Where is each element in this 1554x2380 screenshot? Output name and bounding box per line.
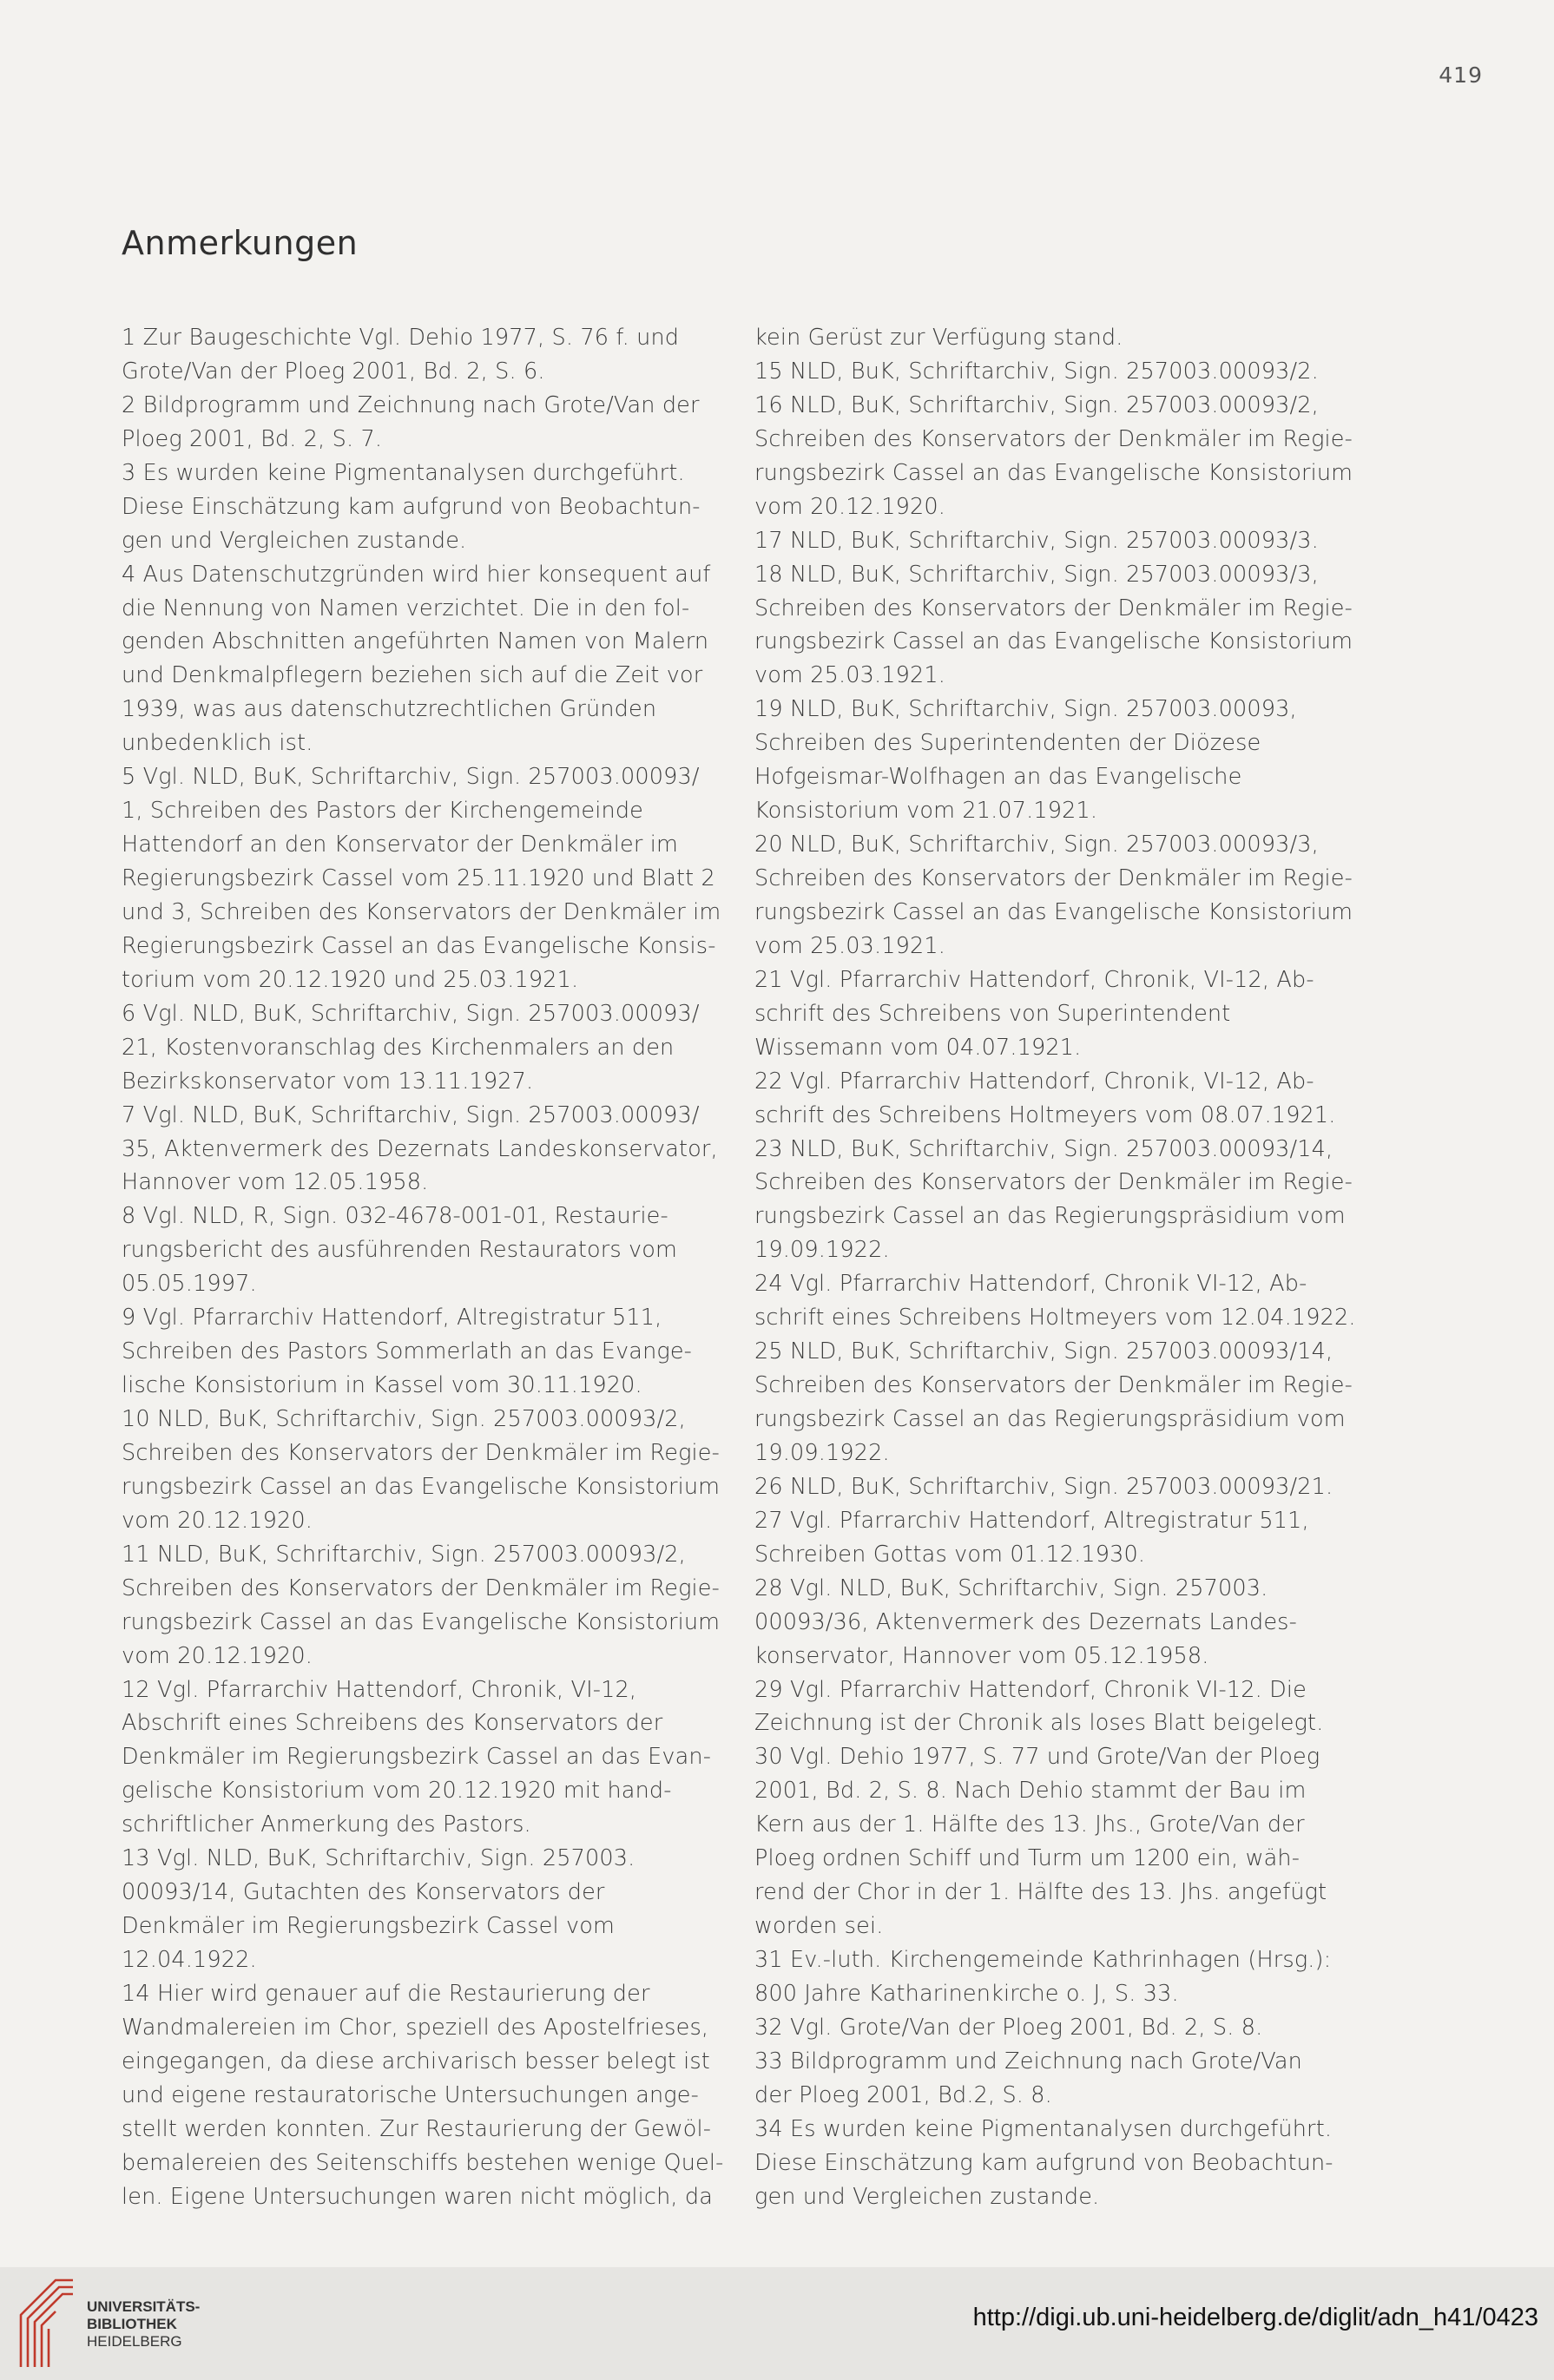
footnotes-right-column [754,321,1362,2214]
footnote-line: vom 20.12.1920. [754,493,945,520]
footnote-line: 9 Vgl. Pfarrarchiv Hattendorf, Altregistratur 511, [122,1305,662,1331]
footnote-line: Kern aus der 1. Hälfte des 13. Jhs., Grote/Van der [754,1811,1305,1838]
footnote-line: kein Gerüst zur Verfügung stand. [754,325,1123,351]
footnote-line: rungsbezirk Cassel an das Evangelische Konsistorium [754,628,1353,655]
footnote-line: Ploeg 2001, Bd. 2, S. 7. [122,425,383,452]
ub-heidelberg-logo-icon[interactable] [17,2277,76,2370]
footnote-line: Denkmäler im Regierungsbezirk Cassel an das Evan- [122,1744,712,1771]
footnote-line: 1 Zur Baugeschichte Vgl. Dehio 1977, S. 76 f. und [122,325,680,351]
footnote-line: Diese Einschätzung kam aufgrund von Beobachtun- [754,2149,1333,2176]
footnote-line: Schreiben des Konservators der Denkmäler im Regie- [754,865,1353,891]
footnote-line: 12 Vgl. Pfarrarchiv Hattendorf, Chronik, VI-12, [122,1676,637,1703]
footnote-line: Schreiben des Konservators der Denkmäler im Regie- [754,595,1353,621]
footnote-line: worden sei. [754,1913,884,1940]
footnote-line: 3 Es wurden keine Pigmentanalysen durchgeführt. [122,459,685,486]
footnote-line: schriftlicher Anmerkung des Pastors. [122,1811,531,1838]
footnote-line: 4 Aus Datenschutzgründen wird hier konsequent auf [122,561,711,588]
footnote-line: Ploeg ordnen Schiff und Turm um 1200 ein, wäh- [754,1845,1300,1872]
footnote-line: rungsbezirk Cassel an das Evangelische Konsistorium [122,1473,721,1500]
footnote-line: gelische Konsistorium vom 20.12.1920 mit hand- [122,1778,672,1805]
footnote-line: 35, Aktenvermerk des Dezernats Landeskonservator, [122,1135,718,1162]
footnote-line: 32 Vgl. Grote/Van der Ploeg 2001, Bd. 2, S. 8. [754,2014,1263,2041]
footnote-line: Regierungsbezirk Cassel vom 25.11.1920 und Blatt 2 [122,865,715,891]
footnote-line: Hattendorf an den Konservator der Denkmäler im [122,832,678,858]
footnote-line: 19.09.1922. [754,1237,890,1264]
footnote-line: lische Konsistorium in Kassel vom 30.11.1920. [122,1372,642,1399]
footnote-line: 7 Vgl. NLD, BuK, Schriftarchiv, Sign. 257003.00093/ [122,1101,700,1128]
footnote-line: 20 NLD, BuK, Schriftarchiv, Sign. 257003.00093/3, [754,832,1319,858]
footnote-line: Grote/Van der Ploeg 2001, Bd. 2, S. 6. [122,358,545,385]
footnote-line: Wissemann vom 04.07.1921. [754,1034,1082,1061]
footnote-line: 23 NLD, BuK, Schriftarchiv, Sign. 257003.00093/14, [754,1135,1333,1162]
footnote-line: 800 Jahre Katharinenkirche o. J, S. 33. [754,1980,1179,2007]
footnote-line: vom 25.03.1921. [754,932,945,959]
footnote-line: bemalereien des Seitenschiffs bestehen wenige Quel- [122,2149,724,2176]
footnote-line: Hofgeismar-Wolfhagen an das Evangelische [754,764,1242,791]
footnote-line: Wandmalereien im Chor, speziell des Apostelfrieses, [122,2014,709,2041]
footnote-line: schrift des Schreibens von Superintendent [754,1000,1231,1027]
footnote-line: vom 20.12.1920. [122,1642,313,1669]
footnote-line: schrift des Schreibens Holtmeyers vom 08.07.1921. [754,1101,1336,1128]
footnote-line: und Denkmalpflegern beziehen sich auf die Zeit vor [122,662,703,689]
footnote-line: 10 NLD, BuK, Schriftarchiv, Sign. 257003.00093/2, [122,1406,686,1432]
footnote-line: Schreiben des Konservators der Denkmäler im Regie- [122,1439,720,1466]
footnote-line: schrift eines Schreibens Holtmeyers vom 12.04.1922. [754,1305,1356,1331]
footnote-line: Schreiben des Pastors Sommerlath an das Evange- [122,1338,693,1365]
footnote-line: 6 Vgl. NLD, BuK, Schriftarchiv, Sign. 257003.00093/ [122,1000,700,1027]
footnote-line: Zeichnung ist der Chronik als loses Blatt beigelegt. [754,1710,1324,1737]
footnote-line: 00093/14, Gutachten des Konservators der [122,1879,605,1906]
footnote-line: stellt werden konnten. Zur Restaurierung der Gewöl- [122,2115,712,2142]
footnote-line: Schreiben des Konservators der Denkmäler im Regie- [122,1575,720,1601]
footnote-line: 14 Hier wird genauer auf die Restaurierung der [122,1980,650,2007]
footnote-line: 25 NLD, BuK, Schriftarchiv, Sign. 257003.00093/14, [754,1338,1333,1365]
footnote-line: rend der Chor in der 1. Hälfte des 13. Jhs. angefügt [754,1879,1327,1906]
footnote-line: 12.04.1922. [122,1947,257,1973]
footnote-line: 8 Vgl. NLD, R, Sign. 032-4678-001-01, Restaurie- [122,1203,668,1230]
footnote-line: und eigene restauratorische Untersuchungen ange- [122,2081,699,2108]
footnote-line: vom 25.03.1921. [754,662,945,689]
footnote-line: 27 Vgl. Pfarrarchiv Hattendorf, Altregistratur 511, [754,1507,1309,1534]
footnote-line: rungsbezirk Cassel an das Evangelische Konsistorium [754,459,1353,486]
footnote-line: vom 20.12.1920. [122,1507,313,1534]
footnote-line: rungsbezirk Cassel an das Regierungspräsidium vom [754,1406,1346,1432]
footnote-line: 21, Kostenvoranschlag des Kirchenmalers an den [122,1034,675,1061]
library-name-line: HEIDELBERG [87,2333,182,2350]
footnote-line: 18 NLD, BuK, Schriftarchiv, Sign. 257003.00093/3, [754,561,1319,588]
footnote-line: 2 Bildprogramm und Zeichnung nach Grote/Van der [122,391,700,418]
footnote-line: Bezirkskonservator vom 13.11.1927. [122,1068,534,1095]
footnote-line: gen und Vergleichen zustande. [122,527,467,554]
footnote-line: rungsbezirk Cassel an das Regierungspräsidium vom [754,1203,1346,1230]
footnote-line: 19 NLD, BuK, Schriftarchiv, Sign. 257003.00093, [754,696,1297,723]
footnote-line: rungsbezirk Cassel an das Evangelische Konsistorium [754,898,1353,925]
footnote-line: 1, Schreiben des Pastors der Kirchengemeinde [122,798,643,825]
footnote-line: die Nennung von Namen verzichtet. Die in den fol- [122,595,690,621]
footnote-line: Schreiben des Konservators der Denkmäler im Regie- [754,425,1353,452]
footnote-line: 15 NLD, BuK, Schriftarchiv, Sign. 257003.00093/2. [754,358,1319,385]
footnote-line: Abschrift eines Schreibens des Konservators der [122,1710,663,1737]
footnote-line: 21 Vgl. Pfarrarchiv Hattendorf, Chronik, VI-12, Ab- [754,966,1314,993]
library-name-line: UNIVERSITÄTS- [87,2298,201,2315]
footnote-line: 17 NLD, BuK, Schriftarchiv, Sign. 257003.00093/3. [754,527,1319,554]
section-heading: Anmerkungen [122,224,359,262]
footnote-line: rungsbezirk Cassel an das Evangelische Konsistorium [122,1608,721,1635]
footnote-line: Regierungsbezirk Cassel an das Evangelische Konsis- [122,932,716,959]
footnote-line: 00093/36, Aktenvermerk des Dezernats Landes- [754,1608,1297,1635]
footnote-line: rungsbericht des ausführenden Restaurators vom [122,1237,678,1264]
footnote-line: unbedenklich ist. [122,730,313,757]
footnote-line: 34 Es wurden keine Pigmentanalysen durchgeführt. [754,2115,1333,2142]
footnote-line: 30 Vgl. Dehio 1977, S. 77 und Grote/Van der Ploeg [754,1744,1320,1771]
footnote-line: len. Eigene Untersuchungen waren nicht möglich, da [122,2183,714,2210]
footnote-line: der Ploeg 2001, Bd.2, S. 8. [754,2081,1052,2108]
footnote-line: 28 Vgl. NLD, BuK, Schriftarchiv, Sign. 257003. [754,1575,1268,1601]
footnotes-left-column [122,321,724,2214]
library-name-line: BIBLIOTHEK [87,2316,177,2332]
footnote-line: konservator, Hannover vom 05.12.1958. [754,1642,1209,1669]
footnote-line: 11 NLD, BuK, Schriftarchiv, Sign. 257003.00093/2, [122,1541,686,1568]
footnote-line: Hannover vom 12.05.1958. [122,1169,429,1196]
footnote-line: 1939, was aus datenschutzrechtlichen Gründen [122,696,657,723]
footnote-line: 29 Vgl. Pfarrarchiv Hattendorf, Chronik VI-12. Die [754,1676,1307,1703]
footnote-line: genden Abschnitten angeführten Namen von Malern [122,628,709,655]
page-number: 419 [1439,62,1483,88]
footnote-line: und 3, Schreiben des Konservators der Denkmäler im [122,898,721,925]
footnote-line: 16 NLD, BuK, Schriftarchiv, Sign. 257003.00093/2, [754,391,1319,418]
footnote-line: Schreiben Gottas vom 01.12.1930. [754,1541,1146,1568]
footnote-line: 26 NLD, BuK, Schriftarchiv, Sign. 257003.00093/21. [754,1473,1333,1500]
library-name [87,2298,200,2350]
footnote-line: 31 Ev.-luth. Kirchengemeinde Kathrinhagen (Hrsg.): [754,1947,1332,1973]
footnote-line: 5 Vgl. NLD, BuK, Schriftarchiv, Sign. 257003.00093/ [122,764,700,791]
footnote-line: 24 Vgl. Pfarrarchiv Hattendorf, Chronik VI-12, Ab- [754,1271,1307,1298]
footnote-line: 2001, Bd. 2, S. 8. Nach Dehio stammt der Bau im [754,1778,1307,1805]
footnote-line: 19.09.1922. [754,1439,890,1466]
footnote-line: Denkmäler im Regierungsbezirk Cassel vom [122,1913,615,1940]
footnote-line: 13 Vgl. NLD, BuK, Schriftarchiv, Sign. 257003. [122,1845,635,1872]
page-url-link[interactable]: http://digi.ub.uni-heidelberg.de/diglit/adn_h41/0423 [972,2304,1538,2331]
footnote-line: Schreiben des Konservators der Denkmäler im Regie- [754,1372,1353,1399]
footnote-line: Schreiben des Konservators der Denkmäler im Regie- [754,1169,1353,1196]
footnote-line: Schreiben des Superintendenten der Diözese [754,730,1261,757]
footnote-line: 05.05.1997. [122,1271,257,1298]
footnote-line: 22 Vgl. Pfarrarchiv Hattendorf, Chronik, VI-12, Ab- [754,1068,1314,1095]
footnote-line: eingegangen, da diese archivarisch besser belegt ist [122,2048,710,2074]
footnote-line: gen und Vergleichen zustande. [754,2183,1100,2210]
footnote-line: Konsistorium vom 21.07.1921. [754,798,1098,825]
footnote-line: torium vom 20.12.1920 und 25.03.1921. [122,966,579,993]
footnote-line: 33 Bildprogramm und Zeichnung nach Grote/Van [754,2048,1302,2074]
footnote-line: Diese Einschätzung kam aufgrund von Beobachtun- [122,493,701,520]
